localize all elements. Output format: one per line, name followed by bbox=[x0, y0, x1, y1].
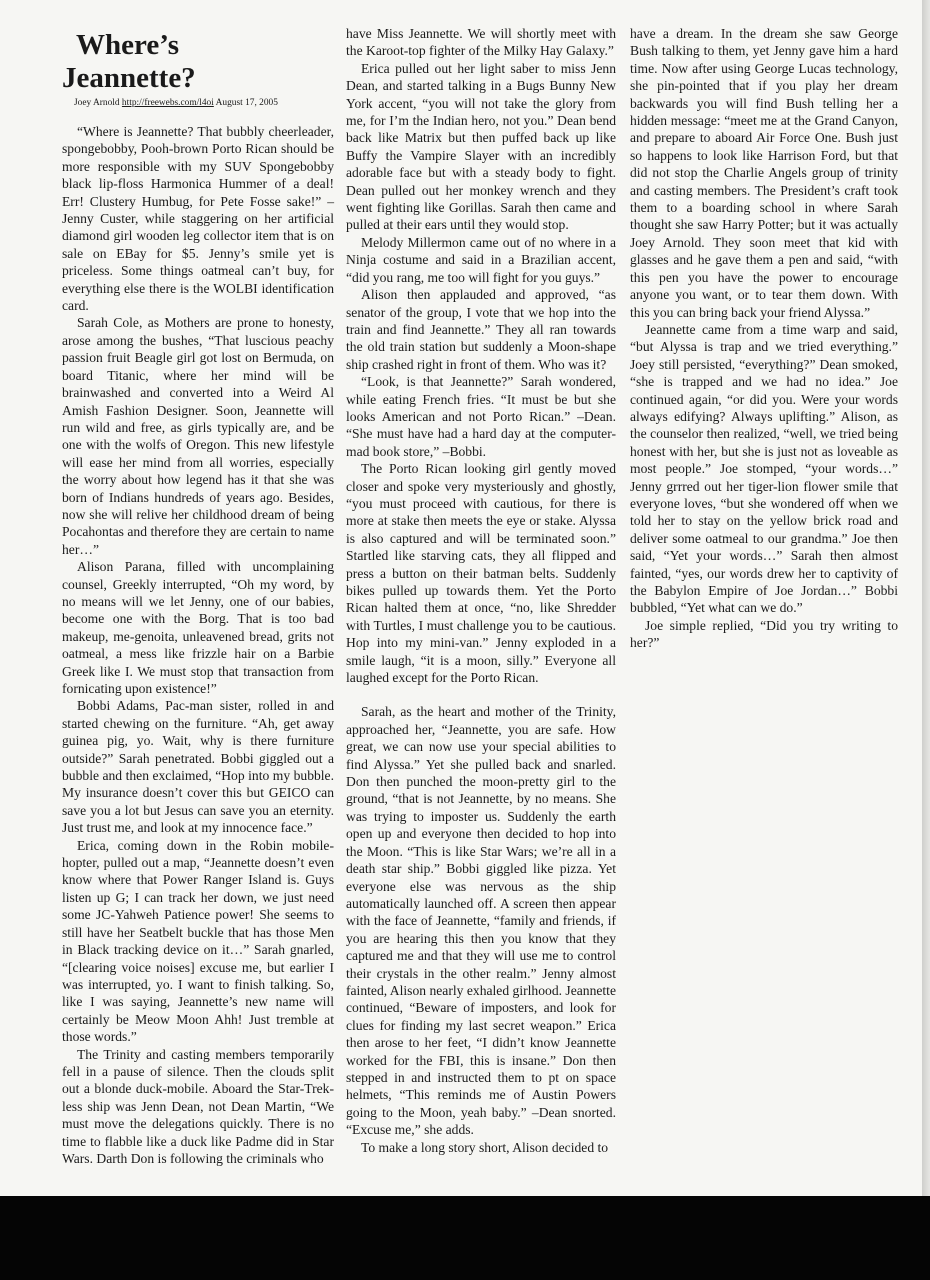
article-column-1 bbox=[62, 25, 334, 1167]
paragraph: Sarah, as the heart and mother of the Trinity, approached her, “Jeannette, you are safe. How great, we can now use your special abilities to find Alyssa.” Yet she pulled back and snarled. Don then punched the moon-pretty girl to the ground, “that is not Jeannette, by no means. She was trying to imposter us. Suddenly the earth open up and everyone then decided to hop into the Moon. “This is like Star Wars; we’re all in a death star ship.” Bobbi giggled like pizza. Yet everyone else was nervous as the ship automatically launched off. A screen then appear with the face of Jeannette, “family and friends, if you are hearing this then you know that they captured me and that they will use me to control their crystals in the other realm.” Jenny almost fainted, Alison nearly exhaled girlhood. Jeannette continued, “Beware of imposters, and look for clues for finding my last secret weapon.” Erica then arose to her feet, “I didn’t know Jeannette worked for the FBI, this is insane.” Don then stepped in and instructed them to pt on space helmets, “This reminds me of Austin Powers going to the Moon, yeah baby.” –Dean snorted. “Excuse me,” she adds. bbox=[346, 704, 616, 1138]
article-column-2 bbox=[346, 25, 616, 1156]
byline bbox=[74, 97, 334, 109]
paragraph: Erica, coming down in the Robin mobile-hopter, pulled out a map, “Jeannette doesn’t even know where that Power Ranger Island is. Guys listen up G; I can track her down, we just need some JC-Yahweh Patience power! She seems to still have her Seatbelt buckle that has those Men in Black tracking device on it…” Sarah gnarled, “[clearing voice noises] excuse me, but earlier I was interrupted, yo. I want to finish talking. So, like I was saying, Jeannette’s new name will certainly be Meow Moon Ahh! Just tremble at those words.” bbox=[62, 837, 334, 1045]
paragraph: To make a long story short, Alison decided to bbox=[361, 1139, 609, 1155]
title-line-1: Where’s bbox=[76, 29, 180, 61]
paragraph: “Where is Jeannette? That bubbly cheerleader, spongebobby, Pooh-brown Porto Rican should be more responsible with my SUV Spongebobby black lip-floss Harmonica Hummer of a deal! Err! Clustery Humbug, for Pete Fosse sake!” – Jenny Custer, while staggering on her artificial diamond girl wooden leg collector item that is on sale on EBay for $5. Jenny’s smile yet is priceless. Some things oatmeal can’t buy, for everything else there is the WOLBI identification card. bbox=[62, 124, 334, 314]
paragraph: Alison then applauded and approved, “as senator of the group, I vote that we hop into the train and find Jeannette.” They all ran towards the old train station but suddenly a Moon-shape ship crashed right in front of them. Who was it? bbox=[346, 287, 616, 372]
page-edge bbox=[922, 0, 930, 1196]
article-title bbox=[62, 29, 334, 95]
byline-author: Joey Arnold bbox=[74, 98, 120, 108]
paragraph: Erica pulled out her light saber to miss Jenn Dean, and started talking in a Bugs Bunny New York accent, “you will not take the glory from me, for I’m the Indian hero, not you.” Dean bend back like Matrix but then puffed back up like Buffy the Vampire Slayer with an incredibly adorable face but with a steady body to fight. Dean pulled out her monkey wrench and they went fighting like Gorillas. Sarah then came and pulled at their ears until they would stop. bbox=[346, 60, 616, 233]
byline-date: August 17, 2005 bbox=[215, 98, 278, 108]
paragraph: Jeannette came from a time warp and said, “but Alyssa is trap and we tried everything.” Joey still persisted, “everything?” Dean smoked, “she is trapped and we had no idea.” Joe continued again, “or did you. Were your words always edifying? Always uplifting.” Alison, as the counselor then realized, “well, we tried being honest with her, but she is just not as loveable as most people.” Joe stomped, “your words…” Jenny grrred out her tiger-lion flower smile that everyone loves, “but she wondered off when we told her to stay on the yellow brick road and deliver some oatmeal to our grandma.” Joe then said, “Yet your words…” Sarah then almost fainted, “yes, our words drew her to captivity of the Babylon Empire of Joe Jordan…” Bobbi bubbled, “Yet what can we do.” bbox=[630, 321, 898, 616]
paragraph: The Porto Rican looking girl gently moved closer and spoke very mysteriously and ghostly, “you must proceed with cautious, for there is more at stake then meets the eye or stake. Alyssa is also captured and will be terminated soon.” Startled like starving cats, they all flipped and press a button on their batman belts. Suddenly bikes pulled up towards them. Yet the Porto Rican halted them at once, “no, like Shredder with Turtles, I must challenge you to be cautious. Hop into my mini-van.” Jenny exploded in a smile laugh, “it is a moon, silly.” Everyone all laughed except for the Porto Rican. bbox=[346, 461, 616, 686]
paragraph-continued: have a dream. In the dream she saw George Bush talking to them, yet Jenny gave him a hard time. Now after using George Lucas technology, she pin-pointed that if you play her dream backwards you will find Bush telling her a hidden message: “meet me at the Grand Canyon, and prepare to aboard Air Force One. Bush just so happens to look like Harrison Ford, but that did not stop the Charlie Angels group of trinity and casting members. The President’s craft took them to a boarding school in where Sarah thought she saw Harry Potter; but it was actually Joey Arnold. They soon meet that kid with glasses and he gave them a pen and said, “with this pen you have the power to encourage anyone you want, or to tear them down. With this you can bring back your friend Alyssa.” bbox=[630, 26, 898, 320]
paragraph: The Trinity and casting members temporarily fell in a pause of silence. Then the clouds split out a blonde duck-mobile. Aboard the Star-Trek-less ship was Jenn Dean, not Dean Martin, “We must move the delegations quickly. There is no time to flabble like a duck like Padme did in Star Wars. Darth Don is following the criminals who bbox=[62, 1046, 334, 1166]
paragraph: Melody Millermon came out of no where in a Ninja costume and said in a Brazilian accent, “did you rang, me too will fight for you guys.” bbox=[346, 234, 616, 285]
scanner-background bbox=[0, 1196, 930, 1280]
title-line-2: Jeannette? bbox=[62, 62, 196, 94]
paragraph-continued: have Miss Jeannette. We will shortly meet with the Karoot-top fighter of the Milky Hay Galaxy.” bbox=[346, 26, 616, 59]
paragraph: “Look, is that Jeannette?” Sarah wondered, while eating French fries. “It must be but she looks American and not Porto Rican.” –Dean. “She must have had a hard day at the computer-mad book store,” –Bobbi. bbox=[346, 374, 616, 459]
article-column-3 bbox=[630, 25, 898, 652]
paragraph: Sarah Cole, as Mothers are prone to honesty, arose among the bushes, “That luscious peachy passion fruit Beagle girl got lost on Bermuda, on board Titanic, where her mind will be brainwashed and converted into a Weird Al Amish Fashion Designer. Soon, Jeannette will run wild and free, as girls typically are, and be one with the wolfs of Oregon. This new lifestyle will ease her mind from all worries, especially the worry about how legend has it that she was born of Indians hundreds of years ago. Besides, now she will relive her childhood dream of being Pocahontas and therefore they are certain to name her…” bbox=[62, 315, 334, 557]
paragraph: Alison Parana, filled with uncomplaining counsel, Greekly interrupted, “Oh my word, by no means will we let Jenny, one of our babies, become one with the Borg. That is too bad makeup, me-genoita, unleavened bread, grits not oatmeal, a mess like frizzle hair on a Barbie Greek like I. We must stop that transaction from fornicating upon existence!” bbox=[62, 559, 334, 696]
paragraph: Joe simple replied, “Did you try writing to her?” bbox=[630, 617, 898, 651]
byline-url[interactable]: http://freewebs.com/l4oi bbox=[121, 98, 214, 108]
paragraph: Bobbi Adams, Pac-man sister, rolled in and started chewing on the furniture. “Ah, get away guinea pig, yo. Wait, why is there furniture outside?” Sarah penetrated. Bobbi giggled out a bubble and then exclaimed, “Hop into my bubble. My insurance doesn’t cover this but GEICO can save you a lot but Jesus can save you an eternity. Just trust me, and look at my innocence face.” bbox=[62, 698, 334, 836]
